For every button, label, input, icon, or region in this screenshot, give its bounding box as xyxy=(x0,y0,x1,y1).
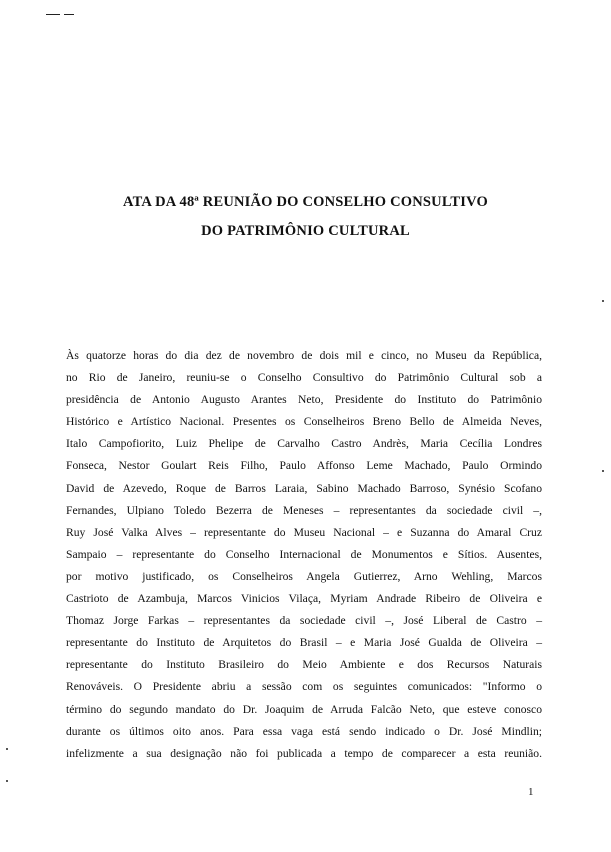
body-line: por motivo justificado, os Conselheiros Angela Gutierrez, Arno Wehling, Marcos xyxy=(66,569,542,583)
body-line: David de Azevedo, Roque de Barros Laraia, Sabino Machado Barroso, Synésio Scofano xyxy=(66,481,542,495)
page-number: 1 xyxy=(528,786,534,798)
body-line: presidência de Antonio Augusto Arantes Neto, Presidente do Instituto do Patrimônio xyxy=(66,393,542,407)
body-paragraph xyxy=(66,345,542,765)
body-line: término do segundo mandato do Dr. Joaquim de Arruda Falcão Neto, que esteve conosco xyxy=(66,702,542,716)
title-line-1: ATA DA 48ª REUNIÃO DO CONSELHO CONSULTIVO xyxy=(123,194,488,210)
body-line: Ruy José Valka Alves – representante do Museu Nacional – e Suzanna do Amaral Cruz xyxy=(66,525,542,539)
body-line: Renováveis. O Presidente abriu a sessão com os seguintes comunicados: "Informo o xyxy=(66,680,542,694)
title-line-2: DO PATRIMÔNIO CULTURAL xyxy=(201,223,410,239)
body-line: Fonseca, Nestor Goulart Reis Filho, Paulo Affonso Leme Machado, Paulo Ormindo xyxy=(66,459,542,473)
body-line: Fernandes, Ulpiano Toledo Bezerra de Meneses – representantes da sociedade civil –, xyxy=(66,503,542,517)
body-line: no Rio de Janeiro, reuniu-se o Conselho Consultivo do Patrimônio Cultural sob a xyxy=(66,371,542,385)
scan-speck xyxy=(602,300,604,302)
body-line: Às quatorze horas do dia dez de novembro de dois mil e cinco, no Museu da República, xyxy=(66,349,542,362)
document-title xyxy=(0,188,611,246)
scan-mark xyxy=(46,14,60,15)
body-line: representante do Instituto de Arquitetos do Brasil – e Maria José Gualda de Oliveira – xyxy=(66,636,542,650)
body-line: Thomaz Jorge Farkas – representantes da sociedade civil –, José Liberal de Castro – xyxy=(66,614,542,628)
body-line: Italo Campofiorito, Luiz Phelipe de Carvalho Castro Andrès, Maria Cecília Londres xyxy=(66,437,542,451)
body-line: Histórico e Artístico Nacional. Presentes os Conselheiros Breno Bello de Almeida Neves, xyxy=(66,415,542,429)
scan-mark xyxy=(64,14,74,15)
scan-speck xyxy=(6,748,8,750)
scan-speck xyxy=(6,780,8,782)
body-line: representante do Instituto Brasileiro do Meio Ambiente e dos Recursos Naturais xyxy=(66,658,542,672)
body-line: infelizmente a sua designação não foi publicada a tempo de comparecer a esta reunião. xyxy=(66,746,542,760)
body-line: Sampaio – representante do Conselho Internacional de Monumentos e Sítios. Ausentes, xyxy=(66,547,542,561)
body-line: Castrioto de Azambuja, Marcos Vinicios Vilaça, Myriam Andrade Ribeiro de Oliveira e xyxy=(66,592,542,606)
scan-speck xyxy=(602,470,604,472)
body-line: durante os últimos oito anos. Para essa vaga está sendo indicado o Dr. José Mindlin; xyxy=(66,724,542,738)
